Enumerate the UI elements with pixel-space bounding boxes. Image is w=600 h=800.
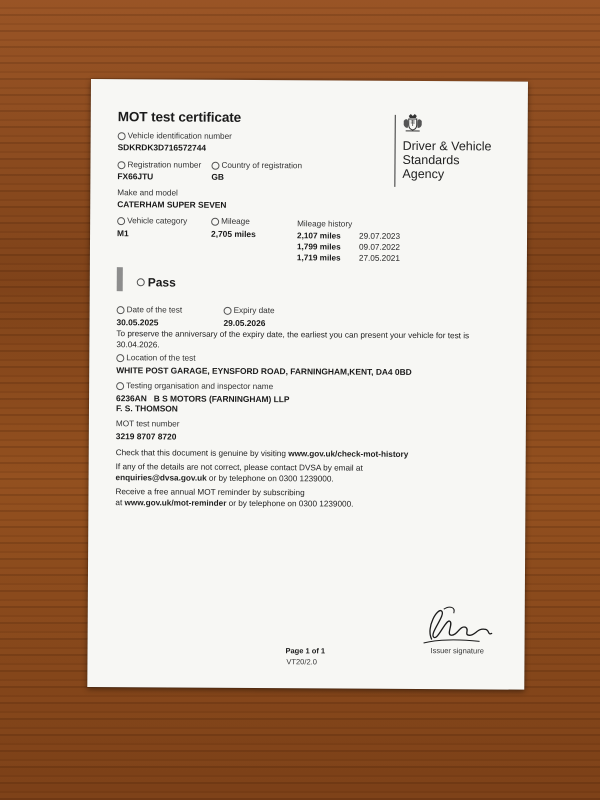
make-model-value: CATERHAM SUPER SEVEN (117, 199, 227, 210)
page-number: Page 1 of 1 (285, 646, 326, 656)
organisation-label: Testing organisation and inspector name (116, 381, 273, 391)
expiry-date-label: Expiry date (224, 306, 275, 315)
mot-certificate-paper (87, 79, 528, 690)
info-circle-icon (224, 306, 232, 314)
agency-name: Driver & Vehicle Standards Agency (402, 138, 492, 182)
mileage-history-row: 1,799 miles 09.07.2022 (296, 242, 400, 252)
category-value: M1 (117, 228, 129, 239)
document-title: MOT test certificate (117, 109, 242, 125)
dvsa-email-link[interactable]: enquiries@dvsa.gov.uk (115, 472, 207, 483)
issuer-signature-image (416, 599, 496, 647)
contact-note: If any of the details are not correct, please contact DVSA by email at enquiries@dvsa.gov.uk or by telephone on 0300 1239000. (115, 462, 363, 483)
vin-value: SDKRDK3D716572744 (117, 142, 207, 153)
mileage-label: Mileage (211, 217, 250, 226)
category-label: Vehicle category (117, 216, 187, 225)
country-label: Country of registration (211, 161, 302, 171)
registration-value: FX66JTU (117, 171, 154, 182)
test-date-value: 30.05.2025 (116, 317, 159, 328)
test-number-label: MOT test number (115, 419, 180, 429)
form-code: VT20/2.0 (286, 657, 317, 667)
mileage-history-row: 1,719 miles 27.05.2021 (296, 253, 400, 263)
info-circle-icon (117, 217, 125, 225)
info-circle-icon (137, 278, 145, 286)
test-number-value: 3219 8707 8720 (115, 431, 177, 442)
logo-divider (394, 115, 395, 187)
registration-label: Registration number (117, 160, 201, 170)
reminder-note: Receive a free annual MOT reminder by subscribing at www.gov.uk/mot-reminder or by telephone on 0300 1239000. (115, 487, 354, 509)
signature-label: Issuer signature (430, 646, 484, 656)
check-mot-history-link[interactable]: www.gov.uk/check-mot-history (288, 449, 409, 459)
country-value: GB (211, 171, 224, 182)
anniversary-note: To preserve the anniversary of the expiry date, the earliest you can present your vehicle for test is 30.04.2026. (116, 329, 470, 349)
organisation-value: 6236AN B S MOTORS (FARNINGHAM) LLP (116, 393, 290, 405)
location-label: Location of the test (116, 353, 195, 362)
location-value: WHITE POST GARAGE, EYNSFORD ROAD, FARNINGHAM,KENT, DA4 0BD (116, 365, 412, 377)
info-circle-icon (118, 132, 126, 140)
vin-label: Vehicle identification number (118, 131, 232, 141)
info-circle-icon (117, 161, 125, 169)
mileage-history-row: 2,107 miles 29.07.2023 (297, 231, 401, 241)
dvsa-logo-block (394, 109, 512, 190)
info-circle-icon (211, 217, 219, 225)
info-circle-icon (116, 382, 124, 390)
make-model-label: Make and model (117, 188, 178, 198)
result-status: Pass (137, 275, 176, 289)
mot-reminder-link[interactable]: www.gov.uk/mot-reminder (124, 497, 227, 508)
info-circle-icon (116, 354, 124, 362)
inspector-name: F. S. THOMSON (115, 403, 178, 414)
genuine-check-note: Check that this document is genuine by visiting www.gov.uk/check-mot-history (115, 448, 409, 459)
info-circle-icon (117, 306, 125, 314)
mileage-history-label: Mileage history (297, 219, 353, 229)
mileage-value: 2,705 miles (211, 228, 256, 240)
result-marker-bar (117, 267, 123, 291)
info-circle-icon (211, 161, 219, 169)
expiry-date-value: 29.05.2026 (223, 317, 266, 329)
royal-crest-icon (402, 112, 424, 134)
test-date-label: Date of the test (117, 305, 183, 314)
